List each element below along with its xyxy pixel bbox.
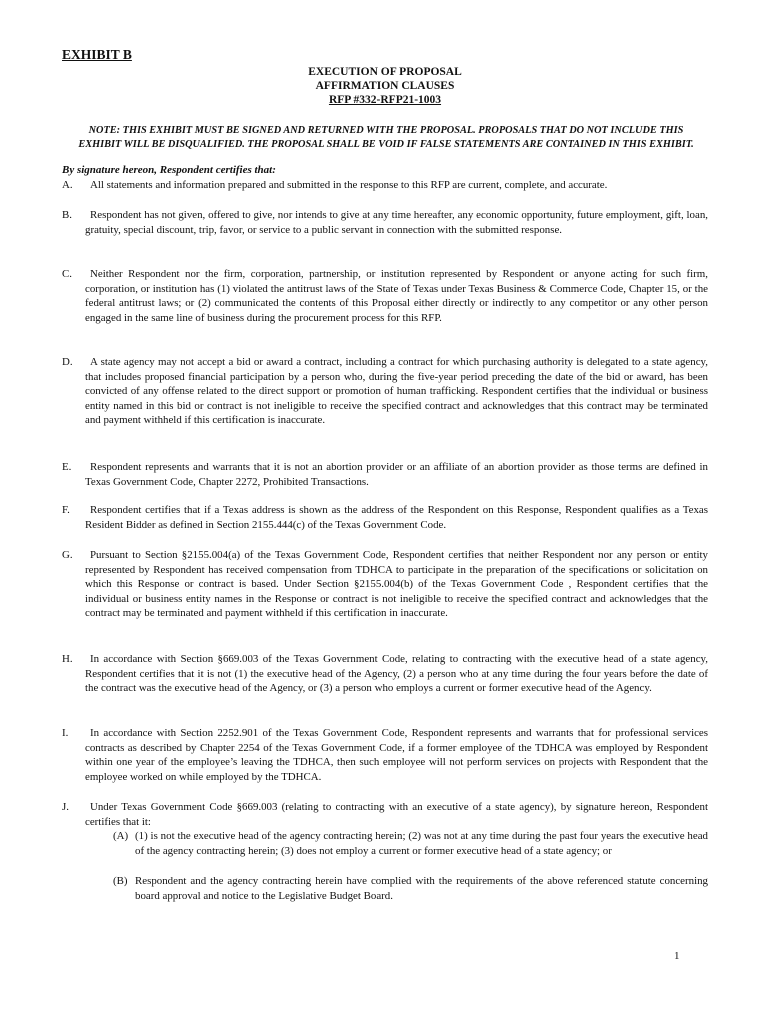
sub-clause-b xyxy=(113,874,708,903)
clause-b xyxy=(62,208,708,237)
clause-letter: A. xyxy=(62,179,73,191)
clause-text: Under Texas Government Code §669.003 (relating to contracting with an executive of a state agency), by signature hereon, Respondent certifies that it: xyxy=(85,801,708,828)
sub-clause-text: Respondent and the agency contracting herein have complied with the requirements of the above referenced statute concerning board approval and notice to the Legislative Budget Board. xyxy=(135,875,708,902)
clause-text: In accordance with Section 2252.901 of the Texas Government Code, Respondent represents and warrants that for professional services contracts as described by Chapter 2254 of the Texas Government Code, if a former employee of the TDHCA was employed by Respondent within one year of the employee’s leaving the TDHCA, then such employee will not perform services on projects with Respondent that the employee worked on while employed by the TDHCA. xyxy=(85,727,708,783)
sub-clause-text: (1) is not the executive head of the agency contracting herein; (2) was not at any time during the past four years the executive head of the agency contracting herein; (3) does not employ a current or former executive head of a state agency; or xyxy=(135,830,708,857)
exhibit-label: EXHIBIT B xyxy=(62,47,132,62)
clause-g xyxy=(62,548,708,621)
clause-letter: I. xyxy=(62,727,69,739)
clause-f xyxy=(62,503,708,532)
clause-e xyxy=(62,460,708,489)
clause-text: Respondent certifies that if a Texas address is shown as the address of the Respondent on this Response, Respondent qualifies as a Texas Resident Bidder as defined in Section 2155.444(c) of the Texas Government Code. xyxy=(85,504,708,531)
sub-clause-marker: (A) xyxy=(113,830,129,842)
clause-text: A state agency may not accept a bid or award a contract, including a contract for which purchasing authority is delegated to a state agency, that includes proposed financial participation by a person who, during the five-year period preceding the date of the bid or award, has been convicted of any offense related to the direct support or promotion of human trafficking. Respondent certifies that the individual or business entity named in this bid or contract is not ineligible to receive the specified contract and acknowledges that this contract may be terminated and payment withheld if this certification is inaccurate. xyxy=(85,356,708,427)
clause-d xyxy=(62,355,708,428)
document-title xyxy=(0,65,770,107)
clause-a xyxy=(62,178,708,193)
page-number: 1 xyxy=(674,950,680,962)
clause-h xyxy=(62,652,708,696)
clause-c xyxy=(62,267,708,325)
clause-letter: H. xyxy=(62,653,73,665)
clause-i xyxy=(62,726,708,784)
clause-text: Respondent has not given, offered to give, nor intends to give at any time hereafter, any economic opportunity, future employment, gift, loan, gratuity, special discount, trip, favor, or service to a public servant in connection with the submitted response. xyxy=(85,209,708,236)
clause-letter: E. xyxy=(62,461,72,473)
clause-text: All statements and information prepared and submitted in the response to this RFP are current, complete, and accurate. xyxy=(90,179,608,191)
sub-clause-marker: (B) xyxy=(113,875,128,887)
clause-j xyxy=(62,800,708,829)
clause-letter: D. xyxy=(62,356,73,368)
clause-letter: C. xyxy=(62,268,72,280)
clause-letter: F. xyxy=(62,504,70,516)
clause-text: Respondent represents and warrants that it is not an abortion provider or an affiliate of an abortion provider as those terms are defined in Texas Government Code, Chapter 2272, Prohibited Transactions. xyxy=(85,461,708,488)
clause-text: Neither Respondent nor the firm, corporation, partnership, or institution represented by Respondent or anyone acting for such firm, corporation, or institution has (1) violated the antitrust laws of the State of Texas under Texas Business & Commerce Code, Chapter 15, or the federal antitrust laws; or (2) communicated the contents of this Proposal either directly or indirectly to any competitor or any other person engaged in the same line of business during the procurement process for this RFP. xyxy=(85,268,708,324)
title-line-1: EXECUTION OF PROPOSAL xyxy=(308,66,462,78)
clause-text: Pursuant to Section §2155.004(a) of the Texas Government Code, Respondent certifies that neither Respondent nor any person or entity represented by Respondent has received compensation from TDHCA to participate in the preparation of the specifications or solicitation on which this Response or contract is based. Under Section §2155.004(b) of the Texas Government Code , Respondent certifies that the individual or business entity names in the Response or contract is not ineligible to receive the specified contract and acknowledges that the contract may be terminated and payment withheld if this certification in inaccurate. xyxy=(85,549,708,620)
sub-clause-a xyxy=(113,829,708,858)
clause-letter: J. xyxy=(62,801,69,813)
certification-heading: By signature hereon, Respondent certifies that: xyxy=(62,164,276,176)
disqualification-note: NOTE: THIS EXHIBIT MUST BE SIGNED AND RETURNED WITH THE PROPOSAL. PROPOSALS THAT DO NOT INCLUDE THIS EXHIBIT WILL BE DISQUALIFIED. THE PROPOSAL SHALL BE VOID IF FALSE STATEMENTS ARE CONTAINED IN THIS EXHIBIT. xyxy=(78,125,694,151)
clause-letter: G. xyxy=(62,549,73,561)
clause-text: In accordance with Section §669.003 of the Texas Government Code, relating to contracting with the executive head of a state agency, Respondent certifies that it is not (1) the executive head of the Agency, (2) a person who at any time during the four years before the date of the contract was the executive head of the Agency, or (3) a person who employs a current or former executive head of the Agency. xyxy=(85,653,708,695)
clause-letter: B. xyxy=(62,209,72,221)
rfp-number: RFP #332-RFP21-1003 xyxy=(328,94,442,106)
title-line-2: AFFIRMATION CLAUSES xyxy=(315,80,455,92)
